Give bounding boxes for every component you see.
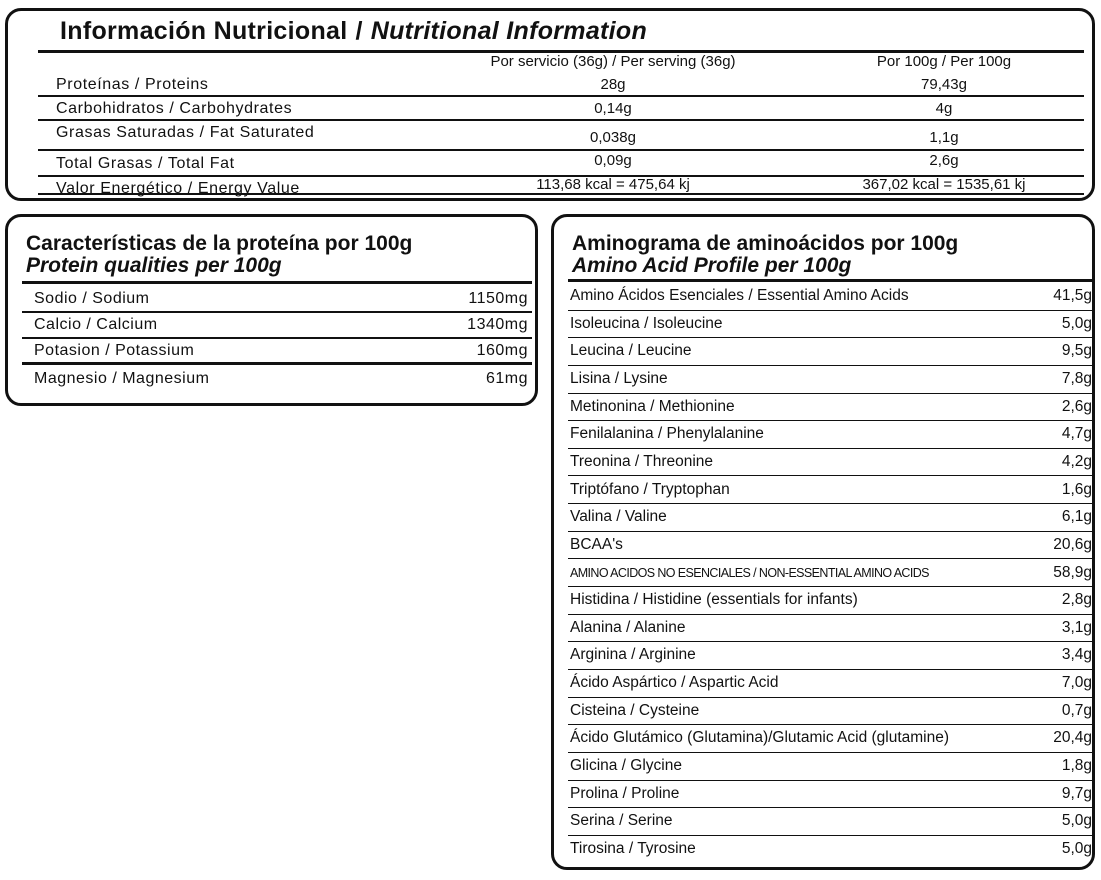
column-header-per-100g: Por 100g / Per 100g — [876, 53, 1012, 70]
amino-acid-row — [568, 366, 1092, 394]
protein-row-value: 1150mg — [468, 290, 528, 307]
protein-title-es: Características de la proteína por 100g — [26, 232, 413, 255]
nutrition-row — [38, 149, 1084, 171]
amino-acid-label: Isoleucina / Isoleucine — [570, 314, 723, 332]
amino-acid-label: Metinonina / Methionine — [570, 397, 735, 415]
nutrition-title-es: Información Nutricional — [60, 17, 348, 45]
amino-acid-value: 5,0g — [1061, 314, 1092, 332]
amino-acid-value: 1,8g — [1061, 757, 1092, 775]
amino-acid-label: Leucina / Leucine — [570, 342, 692, 360]
amino-acid-label: Tirosina / Tyrosine — [570, 840, 696, 857]
amino-acid-label: Fenilalanina / Phenylalanine — [570, 425, 764, 443]
amino-acid-row — [568, 836, 1092, 864]
protein-row-label: Calcio / Calcium — [34, 316, 158, 333]
amino-acid-value: 6,1g — [1061, 508, 1092, 526]
amino-acid-row — [568, 504, 1092, 532]
nutrition-row-serving: 0,14g — [594, 100, 632, 117]
column-header-serving: Por servicio (36g) / Per serving (36g) — [490, 53, 736, 70]
amino-acid-row — [568, 642, 1092, 670]
protein-row-label: Potasion / Potassium — [34, 342, 195, 359]
nutrition-row-serving: 28g — [600, 76, 626, 93]
amino-acid-label: Prolina / Proline — [570, 784, 680, 802]
amino-acid-row — [568, 532, 1092, 560]
amino-acid-value: 41,5g — [1053, 287, 1092, 304]
nutrition-row-label: Total Grasas / Total Fat — [56, 155, 235, 172]
amino-panel-title — [572, 233, 958, 277]
amino-acid-value: 3,4g — [1061, 646, 1092, 664]
protein-row-label: Magnesio / Magnesium — [34, 370, 210, 387]
nutrition-row-per-100g: 367,02 kcal = 1535,61 kj — [862, 176, 1026, 193]
amino-acid-label: AMINO ACIDOS NO ESENCIALES / NON-ESSENTIAL AMINO ACIDS — [570, 565, 929, 580]
nutrition-row — [38, 121, 1084, 146]
amino-acid-row — [568, 338, 1092, 366]
row-divider — [38, 193, 1084, 195]
amino-acid-row — [568, 283, 1092, 311]
amino-acid-row — [568, 477, 1092, 505]
amino-acid-value: 5,0g — [1061, 840, 1092, 857]
amino-acid-value: 4,7g — [1061, 425, 1092, 443]
amino-acid-profile-panel — [551, 214, 1095, 870]
nutrition-row-per-100g: 79,43g — [921, 76, 967, 93]
amino-acid-row — [568, 753, 1092, 781]
protein-panel-title — [26, 233, 412, 277]
amino-acid-label: Serina / Serine — [570, 812, 673, 830]
amino-acid-label: Lisina / Lysine — [570, 369, 668, 387]
amino-acid-label: Histidina / Histidine (essentials for infants) — [570, 591, 858, 609]
protein-row — [22, 367, 532, 391]
protein-row — [22, 339, 532, 363]
nutrition-row — [38, 175, 1084, 197]
nutrition-title-separator: / — [355, 17, 363, 45]
amino-acid-label: Treonina / Threonine — [570, 452, 714, 470]
amino-acid-value: 58,9g — [1053, 563, 1092, 581]
amino-acid-label: Cisteina / Cysteine — [570, 701, 700, 719]
amino-title-en: Amino Acid Profile per 100g — [572, 254, 852, 277]
amino-acid-label: Ácido Aspártico / Aspartic Acid — [570, 674, 779, 692]
amino-acid-value: 5,0g — [1061, 812, 1092, 830]
nutrition-row-per-100g: 4g — [935, 100, 953, 117]
nutrition-title — [60, 17, 647, 46]
nutrition-table — [5, 8, 1095, 201]
protein-row-value: 1340mg — [467, 316, 528, 333]
amino-acid-row — [568, 670, 1092, 698]
protein-row-label: Sodio / Sodium — [34, 290, 150, 307]
amino-acid-label: Triptófano / Tryptophan — [570, 480, 730, 498]
amino-acid-label: BCAA's — [570, 535, 623, 553]
amino-acid-label: Valina / Valine — [570, 508, 667, 526]
amino-acid-label: Arginina / Arginine — [570, 646, 696, 664]
nutrition-row-label: Grasas Saturadas / Fat Saturated — [56, 124, 315, 141]
nutrition-row — [38, 73, 1084, 95]
protein-row-value: 61mg — [485, 370, 528, 387]
amino-acid-row — [568, 421, 1092, 449]
amino-acid-row — [568, 560, 1092, 588]
nutrition-title-en: Nutritional Information — [370, 17, 648, 45]
nutrition-row-serving: 0,038g — [590, 129, 636, 146]
amino-acid-row — [568, 311, 1092, 339]
protein-title-en: Protein qualities per 100g — [26, 254, 282, 277]
amino-acid-value: 3,1g — [1061, 618, 1092, 636]
amino-acid-label: Glicina / Glycine — [570, 757, 682, 775]
protein-row — [22, 287, 532, 311]
nutrition-row — [38, 97, 1084, 119]
amino-acid-row — [568, 781, 1092, 809]
amino-acid-value: 2,6g — [1061, 397, 1092, 415]
row-divider — [22, 362, 532, 365]
nutrition-row-serving: 0,09g — [594, 152, 632, 169]
amino-acid-value: 2,8g — [1061, 591, 1092, 609]
amino-acid-value: 9,5g — [1061, 342, 1092, 360]
protein-row-value: 160mg — [476, 342, 528, 359]
amino-title-es: Aminograma de aminoácidos por 100g — [572, 232, 959, 255]
amino-acid-label: Alanina / Alanine — [570, 618, 686, 636]
amino-acid-value: 7,8g — [1061, 369, 1092, 387]
nutrition-row-label: Carbohidratos / Carbohydrates — [56, 100, 293, 117]
nutrition-row-serving: 113,68 kcal = 475,64 kj — [536, 176, 690, 193]
amino-acid-value: 7,0g — [1061, 674, 1092, 692]
amino-acid-label: Amino Ácidos Esenciales / Essential Amino Acids — [570, 287, 909, 304]
protein-row — [22, 313, 532, 337]
amino-acid-row — [568, 587, 1092, 615]
nutrition-row-per-100g: 1,1g — [929, 129, 959, 146]
amino-acid-value: 0,7g — [1061, 701, 1092, 719]
amino-acid-row — [568, 394, 1092, 422]
amino-acid-row — [568, 698, 1092, 726]
amino-acid-row — [568, 615, 1092, 643]
nutrition-row-label: Proteínas / Proteins — [56, 76, 209, 93]
nutrition-row-label: Valor Energético / Energy Value — [56, 180, 300, 197]
nutrition-row-per-100g: 2,6g — [929, 152, 959, 169]
amino-acid-row — [568, 808, 1092, 836]
amino-acid-value: 4,2g — [1061, 452, 1092, 470]
amino-acid-value: 20,6g — [1053, 535, 1092, 553]
amino-acid-row — [568, 449, 1092, 477]
amino-acid-row — [568, 725, 1092, 753]
amino-acid-label: Ácido Glutámico (Glutamina)/Glutamic Acid (glutamine) — [570, 729, 950, 747]
amino-header-rule — [568, 279, 1092, 282]
protein-qualities-panel — [5, 214, 538, 406]
amino-acid-value: 9,7g — [1061, 784, 1092, 802]
amino-acid-value: 20,4g — [1053, 729, 1092, 747]
amino-acid-value: 1,6g — [1061, 480, 1092, 498]
protein-header-rule — [22, 281, 532, 284]
